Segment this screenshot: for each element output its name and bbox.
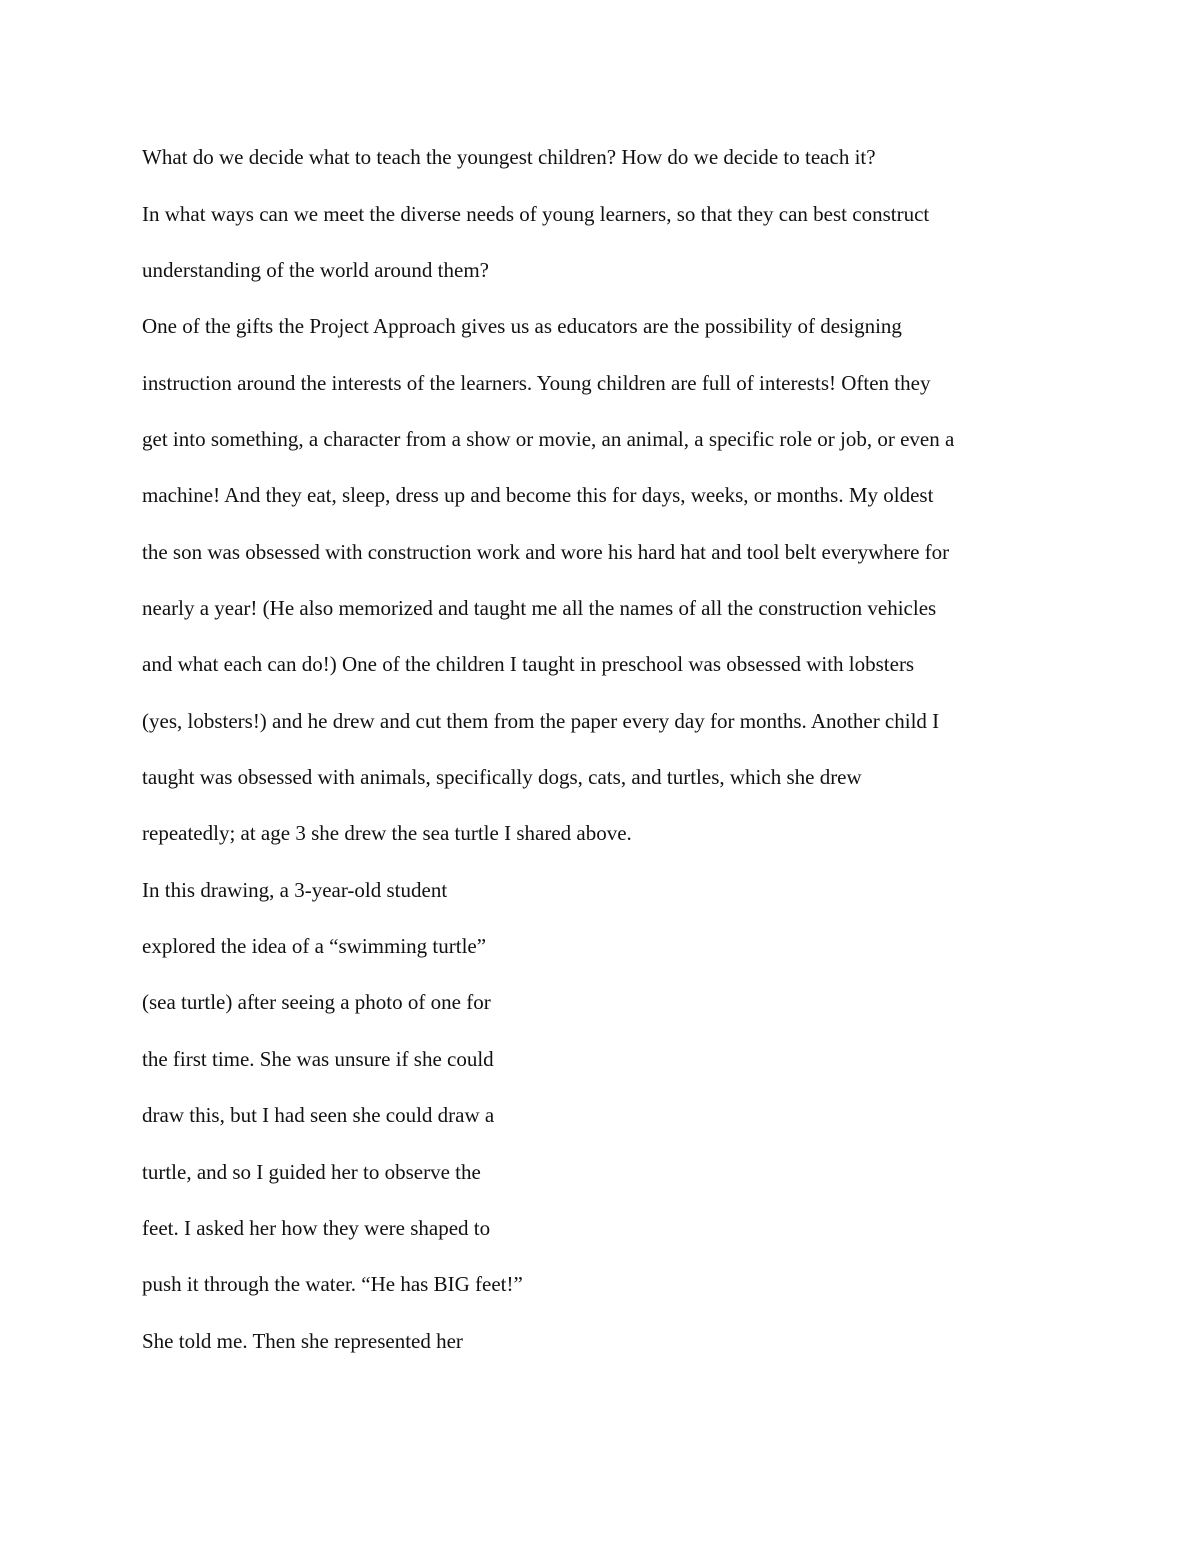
text-line-15: explored the idea of a “swimming turtle” [142,934,487,958]
text-line-1: What do we decide what to teach the youngest children? How do we decide to teach it? [142,145,876,169]
text-line-7: machine! And they eat, sleep, dress up and become this for days, weeks, or months. My oldest [142,483,934,507]
text-line-5: instruction around the interests of the learners. Young children are full of interests! Often they [142,371,931,395]
text-line-21: push it through the water. “He has BIG feet!” [142,1272,523,1296]
text-line-22: She told me. Then she represented her [142,1329,463,1353]
text-line-20: feet. I asked her how they were shaped to [142,1216,491,1240]
text-line-4: One of the gifts the Project Approach gives us as educators are the possibility of designing [142,314,902,338]
text-line-19: turtle, and so I guided her to observe the [142,1160,481,1184]
text-line-18: draw this, but I had seen she could draw a [142,1103,495,1127]
text-line-2: In what ways can we meet the diverse needs of young learners, so that they can best construct [142,202,930,226]
text-line-3: understanding of the world around them? [142,258,489,282]
text-line-17: the first time. She was unsure if she could [142,1047,494,1071]
text-line-6: get into something, a character from a show or movie, an animal, a specific role or job, or even a [142,427,955,451]
text-line-12: taught was obsessed with animals, specifically dogs, cats, and turtles, which she drew [142,765,862,789]
text-line-14: In this drawing, a 3-year-old student [142,878,448,902]
text-line-10: and what each can do!) One of the children I taught in preschool was obsessed with lobsters [142,652,915,676]
text-line-16: (sea turtle) after seeing a photo of one for [142,990,491,1014]
text-line-11: (yes, lobsters!) and he drew and cut them from the paper every day for months. Another child I [142,709,940,733]
text-line-9: nearly a year! (He also memorized and taught me all the names of all the construction vehicles [142,596,937,620]
text-line-8: the son was obsessed with construction work and wore his hard hat and tool belt everywhere for [142,540,950,564]
text-line-13: repeatedly; at age 3 she drew the sea turtle I shared above. [142,821,632,845]
